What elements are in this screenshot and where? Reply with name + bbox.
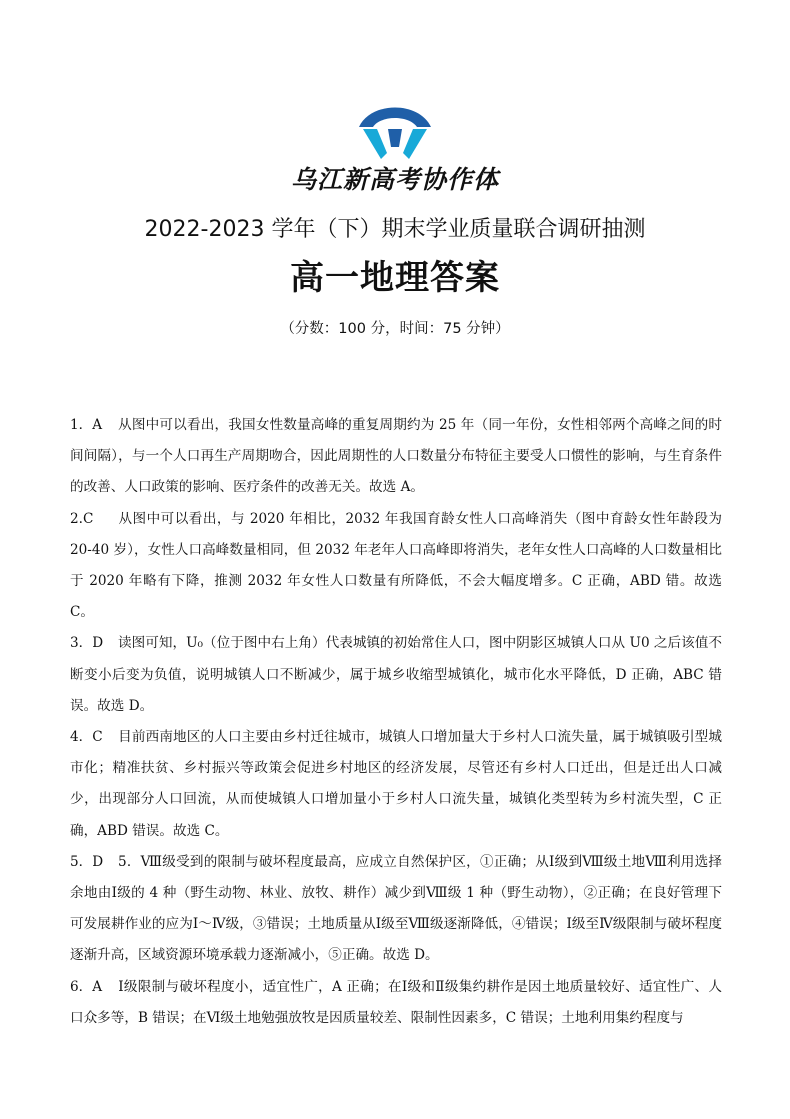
answer-explanation: 读图可知，U₀（位于图中右上角）代表城镇的初始常住人口，图中阴影区城镇人口从 U0 之后该值不断变小后变为负值，说明城镇人口不断减少，属于城乡收缩型城镇化，城市化水平降低，D 正确，ABC 错误。故选 D。 <box>70 635 722 714</box>
org-logo <box>355 103 435 163</box>
exam-meta: （分数：100 分，时间：75 分钟） <box>280 321 510 337</box>
org-name: 乌江新高考协作体 <box>290 165 499 194</box>
answer-number: 2.C <box>70 510 94 527</box>
answer-number: 4．C <box>70 729 103 746</box>
answer-item <box>70 628 722 722</box>
answer-explanation: 5．Ⅷ级受到的限制与破坏程度最高，应成立自然保护区，①正确；从Ⅰ级到Ⅷ级土地Ⅷ利用选择余地由Ⅰ级的 4 种（野生动物、林业、放牧、耕作）减少到Ⅷ级 1 种（野生动物），②正确；在良好管理下可发展耕作业的应为Ⅰ～Ⅳ级，③错误；土地质量从Ⅰ级至Ⅷ级逐渐降低，④错误；Ⅰ级至Ⅳ级限制与破坏程度逐渐升高，区域资源环境承载力逐渐减小，⑤正确。故选 D。 <box>70 853 722 964</box>
answer-item <box>70 410 722 504</box>
answer-number: 6．A <box>70 978 103 995</box>
answer-number: 3．D <box>70 635 104 652</box>
answer-item <box>70 972 722 1034</box>
logo-arc <box>359 108 431 128</box>
logo-wave-right <box>403 129 427 159</box>
answer-explanation: 从图中可以看出，我国女性数量高峰的重复周期约为 25 年（同一年份，女性相邻两个高峰之间的时间间隔），与一个人口再生产周期吻合，因此周期性的人口数量分布特征主要受人口惯性的影响，与生育条件的改善、人口政策的影响、医疗条件的改善无关。故选 A。 <box>70 417 722 496</box>
answer-number: 1．A <box>70 417 103 433</box>
answer-item <box>70 504 722 629</box>
exam-title: 2022-2023 学年（下）期末学业质量联合调研抽测 <box>144 217 646 242</box>
answer-item <box>70 722 722 847</box>
answer-item <box>70 847 722 972</box>
answer-list <box>70 410 722 1034</box>
answer-explanation: 从图中可以看出，与 2020 年相比，2032 年我国育龄女性人口高峰消失（图中育龄女性年龄段为 20-40 岁），女性人口高峰数量相同，但 2032 年老年人口高峰即将消失，老年女性人口高峰的人口数量相比于 2020 年略有下降，推测 2032 年女性人口数量有所降低，不会大幅度增多。C 正确，ABD 错。故选 C。 <box>70 510 722 621</box>
logo-wave-left <box>363 129 387 159</box>
subject-title: 高一地理答案 <box>290 258 500 298</box>
answer-explanation: 目前西南地区的人口主要由乡村迁往城市，城镇人口增加量大于乡村人口流失量，属于城镇吸引型城市化；精准扶贫、乡村振兴等政策会促进乡村地区的经济发展，尽管还有乡村人口迁出，但是迁出人口减少，出现部分人口回流，从而使城镇人口增加量小于乡村人口流失量，城镇化类型转为乡村流失型，C 正确，ABD 错误。故选 C。 <box>70 729 722 839</box>
logo-center <box>388 129 402 147</box>
answer-number: 5．D <box>70 853 104 870</box>
answer-explanation: Ⅰ级限制与破坏程度小，适宜性广，A 正确；在Ⅰ级和Ⅱ级集约耕作是因土地质量较好、适宜性广、人口众多等，B 错误；在Ⅵ级土地勉强放牧是因质量较差、限制性因素多，C 错误；土地利用集约程度与 <box>70 978 722 1026</box>
